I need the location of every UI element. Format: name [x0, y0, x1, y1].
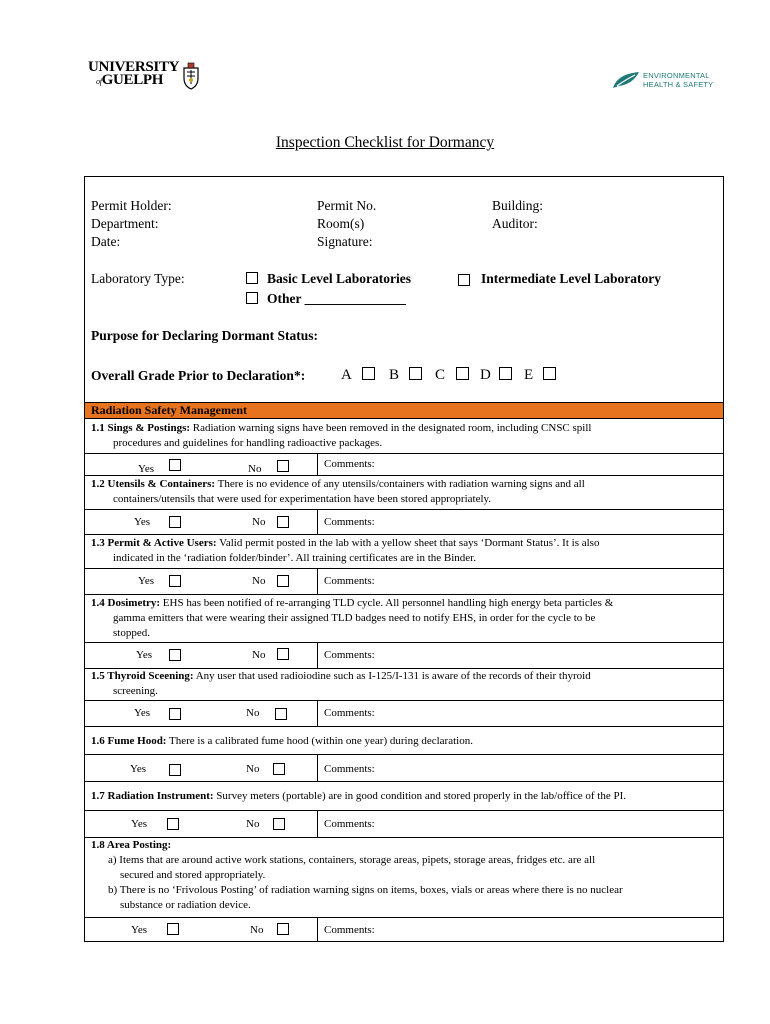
item-number: 1.8 Area Posting: [91, 839, 172, 851]
item-text-cont: procedures and guidelines for handling radioactive packages. [113, 437, 383, 449]
item-sub-a: a) Items that are around active work stations, containers, storage areas, pipets, storage areas, fridges etc. are all [108, 854, 596, 866]
grade-b-label: B [389, 367, 400, 383]
item-text: There is a calibrated fume hood (within one year) during declaration. [166, 735, 473, 747]
checklist-item-1-5 [91, 669, 719, 699]
item-number: 1.3 Permit & Active Users: [91, 537, 217, 549]
yes-checkbox-1-8[interactable] [167, 923, 179, 935]
comments-label: Comments: [324, 707, 375, 719]
no-label: No [252, 575, 266, 587]
section-title: Radiation Safety Management [91, 403, 247, 417]
intermediate-lab-label: Intermediate Level Laboratory [481, 271, 661, 286]
section-header [85, 402, 723, 419]
item-sub-a-cont: secured and stored appropriately. [120, 869, 266, 881]
date-label: Date: [91, 234, 121, 249]
item-number: 1.6 Fume Hood: [91, 735, 167, 747]
lab-type-label: Laboratory Type: [91, 271, 185, 286]
yes-checkbox-1-2[interactable] [169, 516, 181, 528]
grade-d-label: D [480, 367, 491, 383]
item-text: EHS has been notified of re-arranging TLD cycle. All personnel handling high energy beta particles & [160, 597, 614, 609]
checklist-item-1-6 [91, 734, 719, 749]
comments-label: Comments: [324, 818, 375, 830]
item-text: Survey meters (portable) are in good condition and stored properly in the lab/office of the PI. [213, 790, 627, 802]
basic-lab-label: Basic Level Laboratories [267, 271, 411, 286]
no-checkbox-1-5[interactable] [275, 708, 287, 720]
item-text-cont2: stopped. [113, 627, 150, 639]
ehs-logo [611, 70, 731, 92]
yes-checkbox-1-4[interactable] [169, 649, 181, 661]
logo-text-university: UNIVERSITY [88, 59, 180, 75]
no-label: No [246, 818, 260, 830]
rooms-label: Room(s) [317, 216, 365, 231]
permit-no-label: Permit No. [317, 198, 377, 213]
leaf-icon [611, 70, 641, 90]
no-label: No [246, 707, 260, 719]
checklist-item-1-8 [91, 838, 719, 913]
item-text: Any user that used radioiodine such as I-125/I-131 is aware of the records of their thyroid [193, 670, 591, 682]
no-checkbox-1-2[interactable] [277, 516, 289, 528]
logo-text-guelph: GUELPH [101, 72, 164, 88]
grade-e-checkbox[interactable] [543, 367, 556, 380]
yes-label: Yes [138, 575, 155, 587]
other-lab-checkbox[interactable] [246, 292, 258, 304]
comments-label: Comments: [324, 649, 375, 661]
comments-label: Comments: [324, 575, 375, 587]
purpose-label: Purpose for Declaring Dormant Status: [91, 328, 318, 343]
no-checkbox-1-1[interactable] [277, 460, 289, 472]
no-checkbox-1-7[interactable] [273, 818, 285, 830]
grade-c-checkbox[interactable] [456, 367, 469, 380]
item-text-cont: containers/utensils that were used for experimentation have been stored appropriately. [113, 493, 492, 505]
comments-label: Comments: [324, 516, 375, 528]
other-lab-label: Other _______________ [267, 291, 406, 306]
yes-label: Yes [134, 516, 151, 528]
item-number: 1.1 Sings & Postings: [91, 422, 191, 434]
comments-label: Comments: [324, 763, 375, 775]
no-checkbox-1-3[interactable] [277, 575, 289, 587]
logo-text-of: of [96, 77, 102, 86]
grade-c-label: C [435, 367, 446, 383]
no-checkbox-1-6[interactable] [273, 763, 285, 775]
item-text-cont: screening. [113, 685, 158, 697]
no-label: No [250, 924, 264, 936]
yes-checkbox-1-3[interactable] [169, 575, 181, 587]
signature-label: Signature: [317, 234, 373, 249]
checklist-item-1-3 [91, 536, 719, 566]
grade-a-label: A [341, 367, 352, 383]
item-sub-b-cont: substance or radiation device. [120, 899, 251, 911]
comments-label: Comments: [324, 458, 375, 470]
item-text: There is no evidence of any utensils/containers with radiation warning signs and all [215, 478, 585, 490]
no-label: No [246, 763, 260, 775]
grade-e-label: E [524, 367, 534, 383]
yes-label: Yes [131, 818, 148, 830]
yes-checkbox-1-7[interactable] [167, 818, 179, 830]
item-number: 1.5 Thyroid Sceening: [91, 670, 194, 682]
item-number: 1.2 Utensils & Containers: [91, 478, 216, 490]
checklist-item-1-7 [91, 789, 719, 804]
item-sub-b: b) There is no ‘Frivolous Posting’ of radiation warning signs on items, boxes, vials or areas where there is no nuclear [108, 884, 623, 896]
permit-holder-label: Permit Holder: [91, 198, 172, 213]
comments-label: Comments: [324, 924, 375, 936]
no-checkbox-1-4[interactable] [277, 648, 289, 660]
page-title: Inspection Checklist for Dormancy [275, 134, 495, 151]
yes-label: Yes [134, 707, 151, 719]
building-label: Building: [492, 198, 544, 213]
ehs-text-line1: ENVIRONMENTAL [643, 71, 710, 80]
yes-checkbox-1-1[interactable] [169, 459, 181, 471]
grade-b-checkbox[interactable] [409, 367, 422, 380]
item-number: 1.7 Radiation Instrument: [91, 790, 214, 802]
yes-label: Yes [138, 463, 155, 475]
item-text-cont: gamma emitters that were wearing their assigned TLD badges need to notify EHS, in order for the cycle to be [113, 612, 596, 624]
no-label: No [252, 649, 266, 661]
ehs-text-line2: HEALTH & SAFETY [643, 80, 714, 89]
yes-checkbox-1-6[interactable] [169, 764, 181, 776]
item-text: Radiation warning signs have been removed in the designated room, including CNSC spill [190, 422, 592, 434]
auditor-label: Auditor: [492, 216, 538, 231]
checklist-item-1-4 [91, 596, 719, 641]
item-number: 1.4 Dosimetry: [91, 597, 161, 609]
checklist-item-1-1 [91, 421, 719, 451]
yes-label: Yes [136, 649, 153, 661]
item-text-cont: indicated in the ‘radiation folder/binder’. All training certificates are in the Binder. [113, 552, 476, 564]
checklist-item-1-2 [91, 477, 719, 507]
department-label: Department: [91, 216, 159, 231]
no-checkbox-1-8[interactable] [277, 923, 289, 935]
yes-label: Yes [130, 763, 147, 775]
university-of-guelph-logo [88, 60, 204, 92]
no-label: No [252, 516, 266, 528]
crest-icon [180, 62, 202, 90]
yes-checkbox-1-5[interactable] [169, 708, 181, 720]
no-label: No [248, 463, 262, 475]
overall-grade-label: Overall Grade Prior to Declaration*: [91, 368, 306, 383]
grade-a-checkbox[interactable] [362, 367, 375, 380]
basic-lab-checkbox[interactable] [246, 272, 258, 284]
intermediate-lab-checkbox[interactable] [458, 274, 470, 286]
yes-label: Yes [131, 924, 148, 936]
grade-d-checkbox[interactable] [499, 367, 512, 380]
item-text: Valid permit posted in the lab with a yellow sheet that says ‘Dormant Status’. It is also [216, 537, 600, 549]
